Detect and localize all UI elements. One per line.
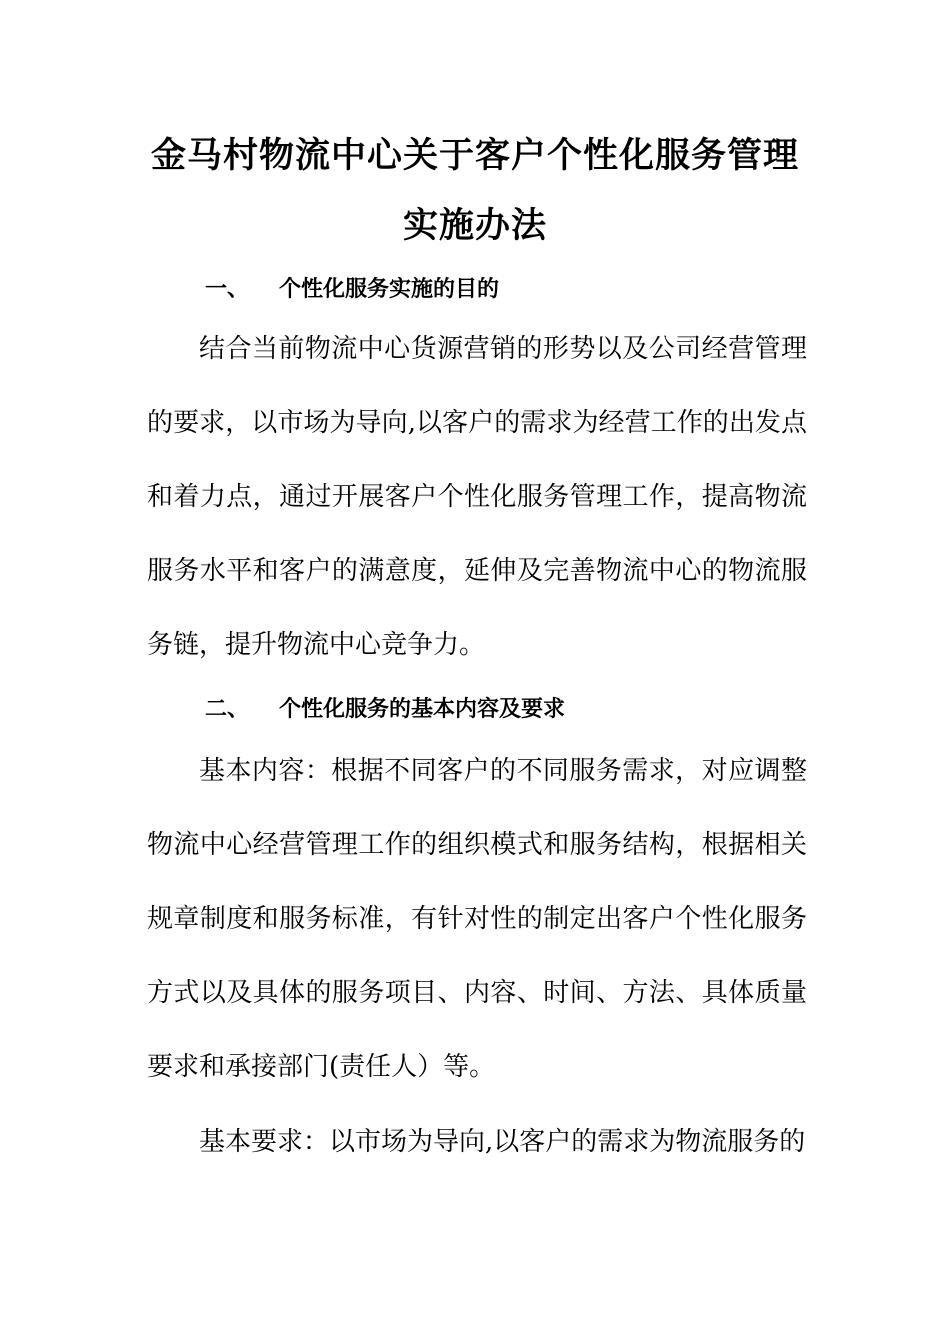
section-1-heading-text: 个性化服务实施的目的 [279, 277, 500, 302]
section-2-content-paragraph: 基本内容：根据不同客户的不同服务需求，对应调整物流中心经营管理工作的组织模式和服务结构，根据相关规章制度和服务标准，有针对性的制定出客户个性化服务方式以及具体的服务项目、内容、时间、方法、具体质量要求和承接部门(责任人）等。 [147, 756, 807, 1082]
section-2-heading [205, 692, 565, 723]
section-1-paragraph: 结合当前物流中心货源营销的形势以及公司经营管理的要求，以市场为导向,以客户的需求为经营工作的出发点和着力点，通过开展客户个性化服务管理工作，提高物流服务水平和客户的满意度，延伸及完善物流中心的物流服务链，提升物流中心竞争力。 [147, 334, 807, 660]
section-2-heading-text: 个性化服务的基本内容及要求 [279, 697, 566, 722]
document-title-line-2: 实施办法 [402, 206, 547, 246]
section-2-requirement-paragraph: 基本要求：以市场为导向,以客户的需求为物流服务的 [199, 1127, 806, 1157]
section-1-heading [205, 272, 499, 303]
section-2-number: 二、 [205, 697, 250, 722]
document-title-line-1: 金马村物流中心关于客户个性化服务管理 [150, 136, 799, 176]
section-1-number: 一、 [205, 277, 250, 302]
